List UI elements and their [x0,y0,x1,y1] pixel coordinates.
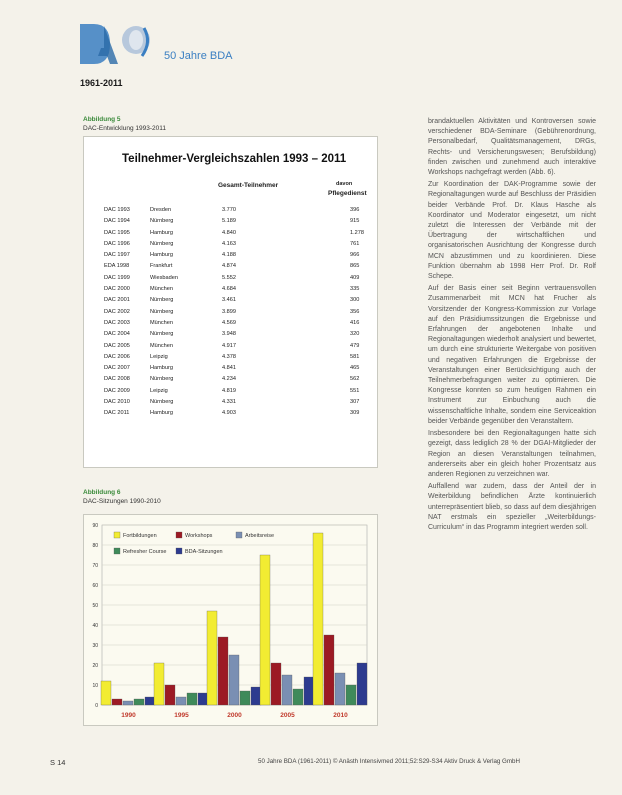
legend-label: Fortbildungen [123,533,157,539]
row-city-cell: Nürnberg [150,218,174,225]
row-care-cell: 300 [350,297,360,304]
body-paragraph: Zur Koordination der DAK-Programme sowie der Regionaltagungen wurde auf Beschluss der Präsidien beider Verbände Prof. Dr. Klaus Hasche als Koordinator und Moderator eingesetzt, um nicht zuletzt die Interessen der Verbände mit der Übertragung der wirtschaftlichen und organisatorischen Ausrichtung der Kongresse durch MCN abzustimmen und zu koordinieren. Diese Funktion übernahm ab 1998 Herr Prof. Dr. Rolf Schepe. [428,181,596,281]
row-dac-cell: DAC 2006 [104,353,130,360]
bar [304,677,314,705]
row-dac-cell: DAC 2001 [104,297,130,304]
column-header-care: Pflegedienst [328,190,367,197]
bar [313,533,323,705]
bar [260,555,270,705]
row-city-cell: Leipzig [150,353,168,360]
row-city-cell: Nürnberg [150,297,174,304]
sessions-bar-chart [84,515,377,725]
row-participants-cell: 4.684 [222,286,236,293]
row-care-cell: 1.278 [350,229,364,236]
row-care-cell: 865 [350,263,360,270]
row-care-cell: 416 [350,319,360,326]
bar [134,699,144,705]
row-care-cell: 915 [350,218,360,225]
row-dac-cell: DAC 1997 [104,252,130,259]
y-tick-label: 70 [92,563,98,569]
y-tick-label: 60 [92,583,98,589]
row-care-cell: 320 [350,331,360,338]
row-participants-cell: 5.552 [222,274,236,281]
table-row [84,309,377,320]
table-row [84,230,377,241]
row-city-cell: Dresden [150,207,172,213]
row-participants-cell: 4.378 [222,353,236,360]
table-row [84,388,377,399]
row-city-cell: Hamburg [150,229,174,236]
row-participants-cell: 4.188 [222,252,236,259]
row-participants-cell: 3.770 [222,207,236,213]
participants-table-box [83,136,378,468]
row-city-cell: Hamburg [150,365,174,372]
table-row [84,218,377,229]
table-row [84,241,377,252]
bar [324,635,334,705]
bar [198,693,208,705]
bar [145,697,155,705]
row-care-cell: 761 [350,240,360,247]
row-city-cell: Nürnberg [150,240,174,247]
body-paragraph: brandaktuellen Aktivitäten und Kontroversen sowie verschiedener BDA-Seminare (Gebührenordnung, Personalbedarf, Qualitätsmanagement, DRGs, Rechts- und Versicherungswesen; Berufsbildung) finden zwischen und zunehmend auch interaktive Workshops nachgefragt werden (Abb. 6). [428,118,596,177]
row-dac-cell: DAC 1994 [104,218,130,225]
y-tick-label: 90 [92,523,98,529]
column-header-participants: Gesamt-Teilnehmer [218,182,279,189]
y-tick-label: 10 [92,683,98,689]
y-tick-label: 0 [95,703,98,709]
column-header-care-top: davon [336,181,353,187]
row-care-cell: 309 [350,410,360,417]
bar [229,655,239,705]
legend-swatch [236,532,242,538]
bar [165,685,175,705]
body-paragraph: Auffallend war zudem, dass der Anteil der in Weiterbildung befindlichen Ärzte kontinuierlich unterrepräsentiert blieb, so dass auf dem diesjährigen NAT erstmals ein spezieller „Weiterbildungs-Curriculum“ in das Programm integriert werden soll. [428,483,596,531]
row-participants-cell: 5.189 [222,218,236,225]
y-tick-label: 80 [92,543,98,549]
x-tick-label: 1995 [174,712,189,719]
row-city-cell: Hamburg [150,252,174,259]
sessions-chart-box [83,514,378,726]
row-participants-cell: 3.948 [222,331,236,338]
row-city-cell: Nürnberg [150,376,174,383]
bar [176,697,186,705]
legend-label: BDA-Sitzungen [185,549,223,555]
y-tick-label: 30 [92,643,98,649]
row-dac-cell: DAC 1993 [104,207,130,213]
bar [187,693,197,705]
legend-label: Arbeitsreise [245,533,275,539]
row-dac-cell: DAC 2004 [104,331,130,338]
row-care-cell: 581 [350,353,360,360]
row-city-cell: München [150,342,174,349]
bar [123,701,133,705]
row-participants-cell: 4.840 [222,229,236,236]
row-dac-cell: DAC 2003 [104,319,130,326]
bar [271,663,281,705]
y-tick-label: 50 [92,603,98,609]
row-dac-cell: DAC 2010 [104,399,130,406]
bar [293,689,303,705]
bar [154,663,164,705]
bar [251,687,261,705]
row-city-cell: München [150,319,174,326]
table-row [84,365,377,376]
row-city-cell: Wiesbaden [150,274,178,281]
row-care-cell: 966 [350,252,360,259]
row-participants-cell: 4.841 [222,365,236,372]
row-dac-cell: DAC 2005 [104,342,130,349]
row-dac-cell: DAC 1996 [104,240,130,247]
row-participants-cell: 4.903 [222,410,236,417]
row-participants-cell: 4.874 [222,263,236,270]
table-row [84,263,377,274]
bar [335,673,345,705]
row-care-cell: 409 [350,274,360,281]
table-row [84,410,377,421]
row-city-cell: Nürnberg [150,308,174,315]
row-care-cell: 465 [350,365,360,372]
row-participants-cell: 4.163 [222,240,236,247]
footer-text: 50 Jahre BDA (1961-2011) © Anästh Intensivmed 2011;52:S29-S34 Aktiv Druck & Verlag GmbH [258,758,520,765]
legend-label: Workshops [185,533,213,539]
figure5-caption: DAC-Entwicklung 1993-2011 [83,125,166,132]
row-participants-cell: 4.234 [222,376,236,383]
legend-swatch [114,532,120,538]
header-title: 50 Jahre BDA [164,50,233,62]
table-row [84,376,377,387]
body-text [428,117,596,535]
bar [240,691,250,705]
figure5-label: Abbildung 5 [83,116,121,123]
row-dac-cell: DAC 2002 [104,308,130,315]
row-dac-cell: EDA 1998 [104,263,130,270]
table-row [84,275,377,286]
row-city-cell: Frankfurt [150,263,173,270]
legend-swatch [176,532,182,538]
bar [357,663,367,705]
row-participants-cell: 4.917 [222,342,236,349]
bar [207,611,217,705]
row-care-cell: 562 [350,376,360,383]
row-dac-cell: DAC 2007 [104,365,130,372]
row-participants-cell: 3.461 [222,297,236,304]
row-dac-cell: DAC 2008 [104,376,130,383]
row-dac-cell: DAC 1999 [104,274,130,281]
legend-swatch [176,548,182,554]
bar [282,675,292,705]
table-row [84,286,377,297]
bar [346,685,356,705]
body-paragraph: Insbesondere bei den Regionaltagungen hatte sich gezeigt, dass lediglich 28 % der DGAI-Mitglieder der Region an diesen Veranstaltungen teilnahmen, andererseits aber ein gleich hoher Prozentsatz aus anderen Regionen zu verzeichnen war. [428,430,596,478]
table-row [84,331,377,342]
table-row [84,354,377,365]
row-participants-cell: 4.569 [222,319,236,326]
bar [218,637,228,705]
x-tick-label: 2000 [227,712,242,719]
row-dac-cell: DAC 2009 [104,387,130,394]
figure6-caption: DAC-Sitzungen 1990-2010 [83,498,161,505]
row-care-cell: 307 [350,399,360,406]
row-care-cell: 356 [350,308,360,315]
row-care-cell: 335 [350,286,360,293]
bar [112,699,122,705]
legend-swatch [114,548,120,554]
row-city-cell: Nürnberg [150,331,174,338]
row-participants-cell: 4.331 [222,399,236,406]
y-tick-label: 40 [92,623,98,629]
row-care-cell: 396 [350,207,360,213]
row-city-cell: Leipzig [150,387,168,394]
x-tick-label: 2005 [280,712,295,719]
row-dac-cell: DAC 2011 [104,410,130,417]
figure6-label: Abbildung 6 [83,489,121,496]
row-participants-cell: 4.819 [222,387,236,394]
table-row [84,320,377,331]
body-paragraph: Auf der Basis einer seit Beginn vertrauensvollen Zusammenarbeit mit MCN hat Frucher als Vorsitzender der Kongress-Kommission zur Vorlage auf den Präsidiumssitzungen die Ergebnisse und Erfahrungen der angebotenen Inhalte und Regionaltagungen wiederholt analysiert und bewertet, um durch eine strukturierte Weitergabe von positiven und negativen Erfahrungen die Ergebnisse der Veranstaltungen einer Berücksichtigung auch der Teilnehmerbefragungen weiter zu optimieren. Die Kongresse konnten so zum heutigen Rahmen ein Instrument zur Einbuchung auch die wissenschaftliche Inhalte, sondern eine Serviceaktion beider Verbände gegenüber den Veranstaltern. [428,285,596,425]
row-dac-cell: DAC 1995 [104,229,130,236]
table-body [84,207,377,422]
x-tick-label: 2010 [333,712,348,719]
row-dac-cell: DAC 2000 [104,286,130,293]
page-number: S 14 [50,758,66,767]
row-city-cell: Nürnberg [150,399,174,406]
table-row [84,399,377,410]
y-tick-label: 20 [92,663,98,669]
logo-year: 1961-2011 [80,78,123,88]
table-title: Teilnehmer-Vergleichszahlen 1993 – 2011 [122,153,347,165]
table-row [84,207,377,218]
table-row [84,252,377,263]
row-city-cell: Hamburg [150,410,174,417]
row-participants-cell: 3.899 [222,308,236,315]
row-city-cell: München [150,286,174,293]
table-row [84,297,377,308]
table-row [84,343,377,354]
row-care-cell: 479 [350,342,360,349]
bar [101,681,111,705]
row-care-cell: 551 [350,387,360,394]
legend-label: Refresher Course [123,549,167,555]
x-tick-label: 1990 [121,712,136,719]
